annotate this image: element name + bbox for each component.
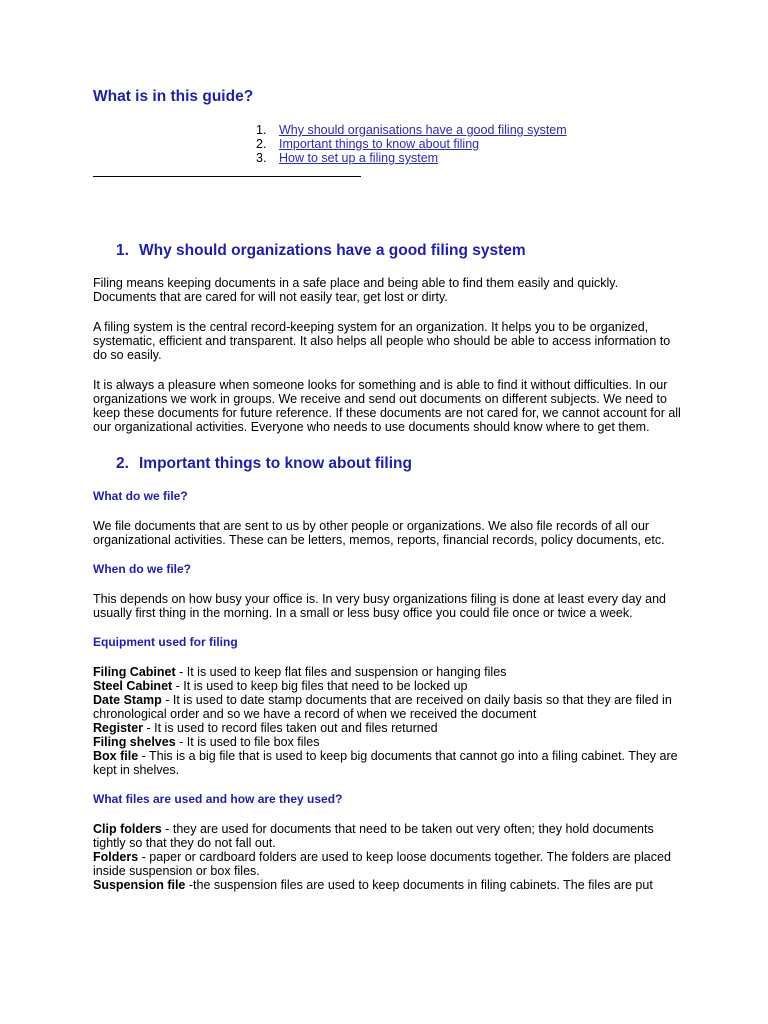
- files-used-heading: What files are used and how are they used?: [93, 792, 343, 806]
- equipment-desc: - It is used to date stamp documents that are received on daily basis so that they are filed in chronological order and so we have a record of when we received the document: [93, 693, 672, 721]
- section-1-title: [93, 241, 683, 261]
- equipment-term: Filing shelves: [93, 735, 176, 749]
- toc-number: 3.: [256, 151, 267, 165]
- equipment-item: [93, 721, 683, 735]
- equipment-term: Register: [93, 721, 144, 735]
- guide-title: What is in this guide?: [93, 88, 254, 105]
- toc-item: [256, 137, 683, 151]
- when-do-we-file-heading: When do we file?: [93, 562, 191, 576]
- what-do-we-file-heading: What do we file?: [93, 489, 188, 503]
- file-type-term: Suspension file: [93, 878, 186, 892]
- horizontal-divider: [93, 176, 361, 177]
- section-2-title: [93, 454, 683, 474]
- equipment-list: [93, 665, 683, 777]
- equipment-term: Box file: [93, 749, 139, 763]
- what-do-we-file-text: We file documents that are sent to us by other people or organizations. We also file records of all our organizational activities. These can be letters, memos, reports, financial records, policy documents, etc.: [93, 519, 665, 547]
- file-type-term: Clip folders: [93, 822, 162, 836]
- toc-link-important-things[interactable]: Important things to know about filing: [279, 137, 480, 151]
- toc-link-why-filing[interactable]: Why should organisations have a good filing system: [279, 123, 567, 137]
- section-2-heading-text: Important things to know about filing: [139, 455, 412, 472]
- equipment-heading: Equipment used for filing: [93, 635, 238, 649]
- file-type-item: [93, 878, 683, 892]
- equipment-item: [93, 735, 683, 749]
- section-1-number: 1.: [116, 242, 129, 259]
- equipment-item: [93, 693, 683, 721]
- table-of-contents: [93, 123, 683, 165]
- section-1-paragraph: A filing system is the central record-keeping system for an organization. It helps you to be organized, systematic, efficient and transparent. It also helps all people who should be able to access information to do so easily.: [93, 320, 671, 362]
- file-type-desc: - paper or cardboard folders are used to keep loose documents together. The folders are placed inside suspension or box files.: [93, 850, 671, 878]
- files-list: [93, 822, 683, 892]
- equipment-item: [93, 665, 683, 679]
- equipment-item: [93, 679, 683, 693]
- toc-number: 2.: [256, 137, 267, 151]
- section-1-heading-text: Why should organizations have a good filing system: [139, 242, 526, 259]
- section-2-number: 2.: [116, 455, 129, 472]
- toc-item: [256, 123, 683, 137]
- document-page: [93, 86, 683, 892]
- equipment-desc: - It is used to file box files: [175, 735, 320, 749]
- section-1-paragraph: It is always a pleasure when someone looks for something and is able to find it without difficulties. In our organizations we work in groups. We receive and send out documents on different subjects. We need to keep these documents for future reference. If these documents are not cared for, we cannot account for all our organizational activities. Everyone who needs to use documents should know where to get them.: [93, 378, 681, 434]
- toc-number: 1.: [256, 123, 267, 137]
- equipment-item: [93, 749, 683, 777]
- file-type-desc: - they are used for documents that need to be taken out very often; they hold documents tightly so that they do not fall out.: [93, 822, 654, 850]
- equipment-term: Filing Cabinet: [93, 665, 176, 679]
- equipment-term: Date Stamp: [93, 693, 162, 707]
- equipment-desc: - This is a big file that is used to keep big documents that cannot go into a filing cabinet. They are kept in shelves.: [93, 749, 678, 777]
- equipment-desc: - It is used to keep big files that need to be locked up: [172, 679, 468, 693]
- equipment-term: Steel Cabinet: [93, 679, 173, 693]
- file-type-term: Folders: [93, 850, 139, 864]
- when-do-we-file-text: This depends on how busy your office is. In very busy organizations filing is done at least every day and usually first thing in the morning. In a small or less busy office you could file once or twice a week.: [93, 592, 667, 620]
- file-type-desc: -the suspension files are used to keep documents in filing cabinets. The files are put: [185, 878, 653, 892]
- equipment-desc: - It is used to record files taken out and files returned: [143, 721, 438, 735]
- section-1-paragraph: Filing means keeping documents in a safe place and being able to find them easily and quickly. Documents that are cared for will not easily tear, get lost or dirty.: [93, 276, 619, 304]
- toc-link-setup[interactable]: How to set up a filing system: [279, 151, 439, 165]
- file-type-item: [93, 850, 683, 878]
- file-type-item: [93, 822, 683, 850]
- toc-item: [256, 151, 683, 165]
- equipment-desc: - It is used to keep flat files and suspension or hanging files: [175, 665, 507, 679]
